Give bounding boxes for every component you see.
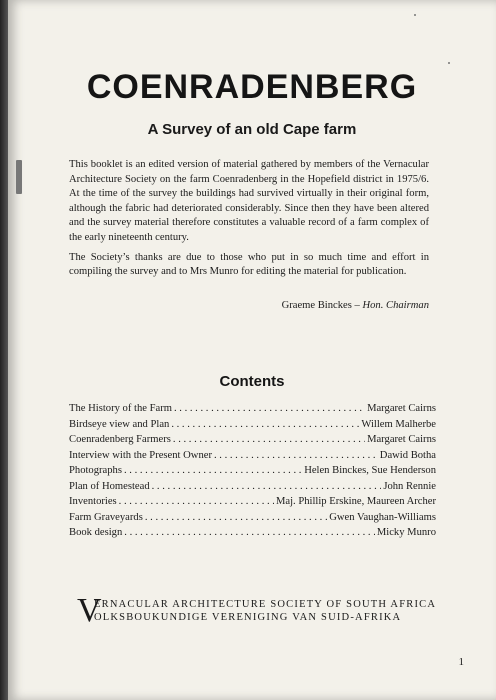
leader-dots: [174, 403, 365, 414]
society-name-afrikaans: OLKSBOUKUNDIGE VERENIGING VAN SUID-AFRIKA: [94, 612, 402, 623]
staple: [16, 160, 22, 194]
contents-item: [69, 403, 436, 419]
contents-item-author: Margaret Cairns: [367, 403, 436, 414]
leader-dots: [124, 527, 375, 538]
contents-item-title: Farm Graveyards: [69, 511, 143, 523]
contents-item: [69, 450, 436, 466]
society-name-english: ERNACULAR ARCHITECTURE SOCIETY OF SOUTH AFRICA: [94, 599, 437, 610]
contents-item-author: Gwen Vaughan-Williams: [329, 511, 436, 523]
leader-dots: [145, 512, 327, 523]
contents-item: [69, 481, 436, 497]
signature-role: – Hon. Chairman: [354, 300, 429, 311]
contents-item: [69, 527, 436, 543]
contents-item-title: Inventories: [69, 496, 117, 507]
contents-item-author: Helen Binckes, Sue Henderson: [304, 465, 436, 476]
contents-item-author: Dawid Botha: [379, 449, 436, 461]
contents-item-title: Photographs: [69, 465, 122, 476]
contents-item: [69, 512, 436, 528]
contents-item-title: Birdseye view and Plan: [69, 418, 170, 430]
page-binding-edge: [0, 0, 8, 700]
contents-list: [69, 403, 436, 543]
contents-item: [69, 496, 436, 512]
intro-paragraph: The Society’s thanks are due to those who put in so much time and effort in compiling the survey and to Mrs Munro for editing the material for publication.: [69, 251, 429, 278]
leader-dots: [119, 496, 274, 507]
signature: [282, 300, 429, 311]
leader-dots: [124, 465, 302, 476]
society-initial: V: [77, 592, 102, 629]
page-subtitle: A Survey of an old Cape farm: [147, 121, 357, 138]
paper-speck: [414, 14, 416, 16]
contents-item: [69, 434, 436, 450]
contents-item: [69, 465, 436, 481]
page-title: COENRADENBERG: [86, 68, 418, 106]
contents-item-title: The History of the Farm: [69, 403, 172, 414]
leader-dots: [152, 481, 382, 492]
leader-dots: [214, 450, 378, 461]
contents-heading: Contents: [219, 373, 285, 390]
paper-speck: [448, 62, 450, 64]
contents-item-title: Interview with the Present Owner: [69, 449, 212, 461]
contents-item: [69, 419, 436, 435]
contents-item-title: Book design: [69, 527, 123, 538]
contents-item-author: Willem Malherbe: [361, 418, 436, 430]
contents-item-title: Plan of Homestead: [69, 480, 150, 492]
contents-item-author: Micky Munro: [376, 527, 436, 538]
contents-item-title: Coenradenberg Farmers: [69, 434, 171, 445]
page-number: 1: [458, 656, 464, 668]
contents-item-author: John Rennie: [383, 480, 436, 492]
intro-text: [69, 158, 429, 285]
contents-item-author: Margaret Cairns: [367, 434, 436, 445]
leader-dots: [171, 419, 359, 430]
intro-paragraph: This booklet is an edited version of material gathered by members of the Vernacular Architecture Society on the farm Coenradenberg in the Hopefield district in 1975/6. At the time of the survey the buildings had survived virtually in their original form, although the fabric had deteriorated considerably. Since then they have been altered and the survey material therefore constitutes a valuable record of a farm complex of the early nineteenth century.: [69, 159, 429, 243]
booklet-page: [8, 0, 496, 700]
signature-name: Graeme Binckes: [281, 300, 352, 311]
contents-item-author: Maj. Phillip Erskine, Maureen Archer: [275, 496, 436, 507]
leader-dots: [173, 434, 365, 445]
